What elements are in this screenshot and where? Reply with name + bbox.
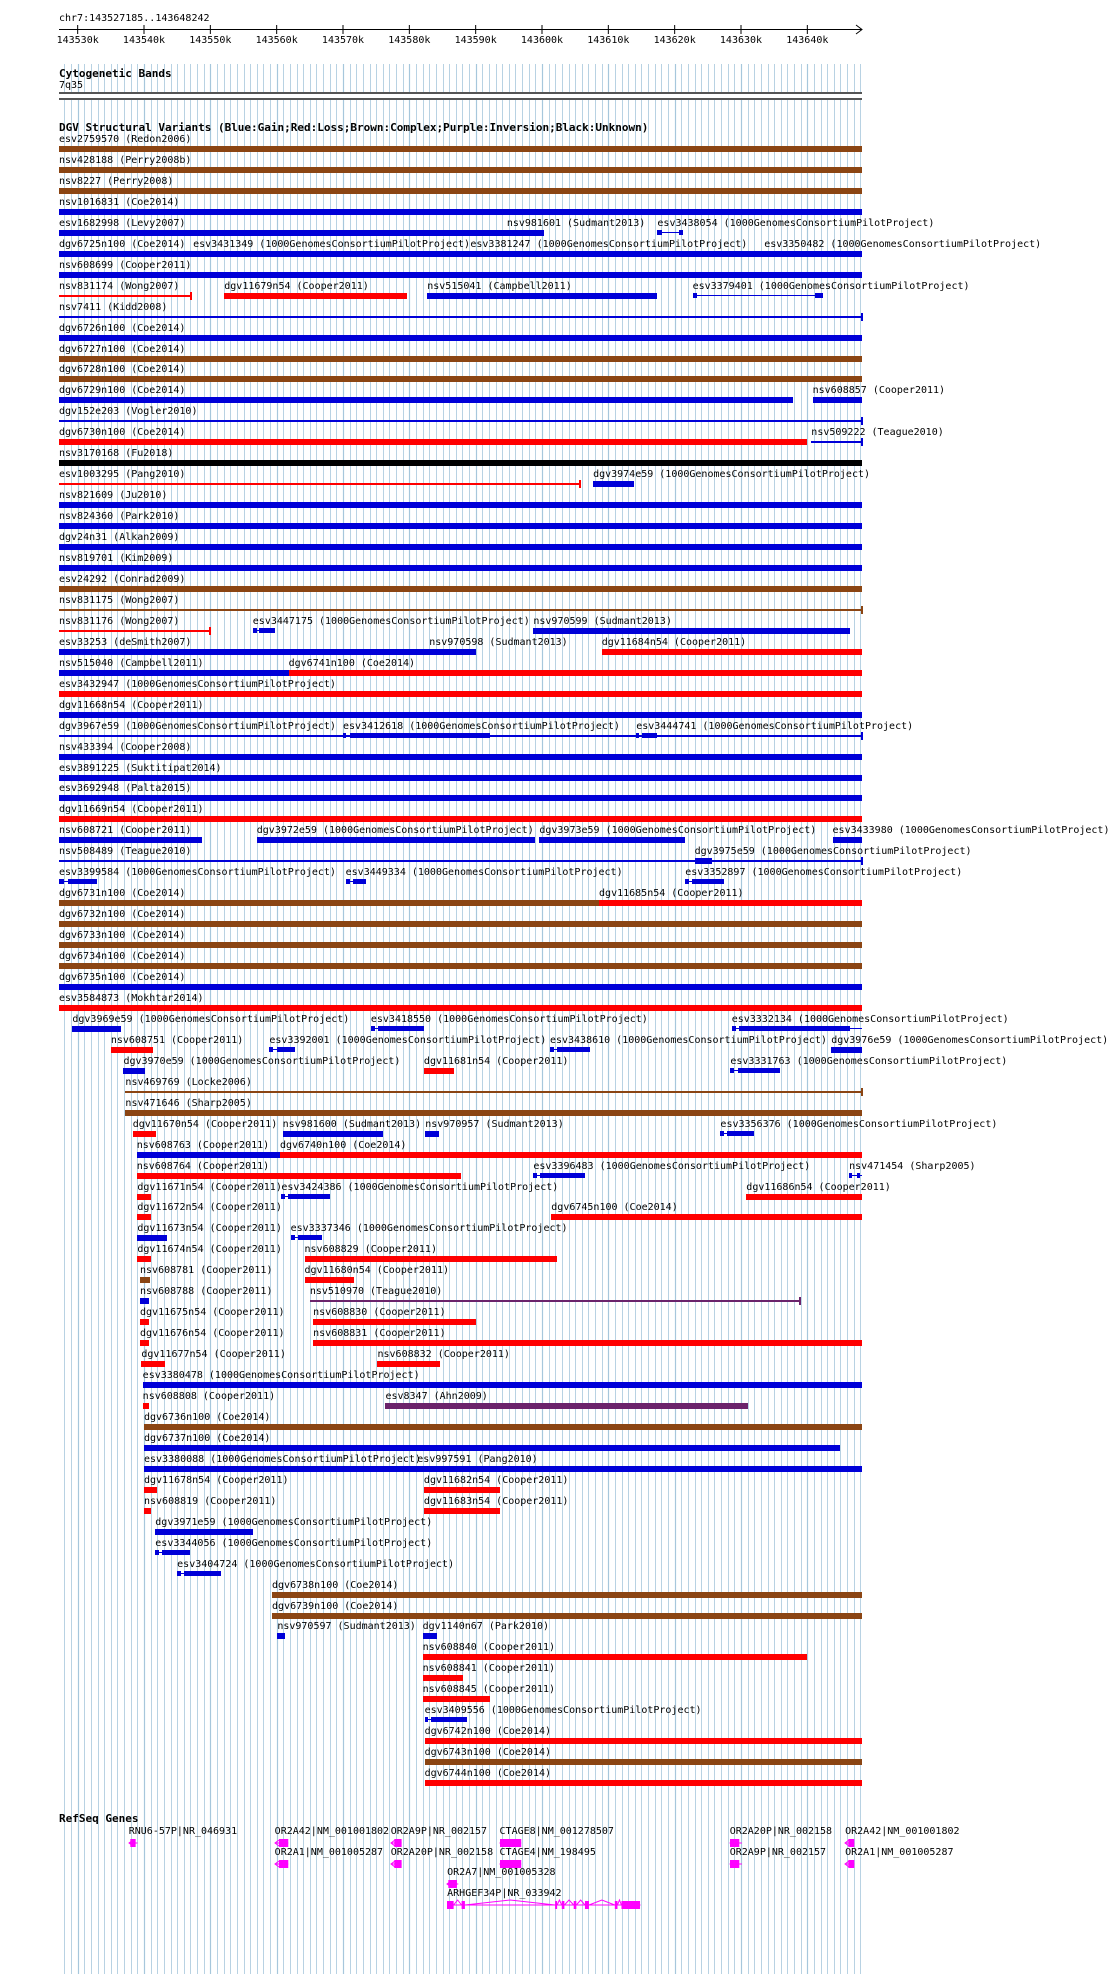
variant-label: dgv11682n54 (Cooper2011) <box>423 1474 569 1486</box>
variant-label: nsv831174 (Wong2007) <box>59 280 180 292</box>
variant-label: nsv981600 (Sudmant2013) <box>282 1118 422 1130</box>
variant-label: dgv6733n100 (Coe2014) <box>59 930 186 942</box>
variant-label: esv3332134 (1000GenomesConsortiumPilotProject) <box>731 1013 1009 1025</box>
variant-label: nsv831175 (Wong2007) <box>59 594 180 606</box>
variant-label: esv3392001 (1000GenomesConsortiumPilotProject) <box>269 1034 547 1046</box>
variant-label: nsv821609 (Ju2010) <box>59 490 168 502</box>
variant-label: esv3438610 (1000GenomesConsortiumPilotProject) <box>549 1034 827 1046</box>
gene-exon <box>574 1901 577 1909</box>
ruler-tick-label: 143580k <box>388 35 431 46</box>
gene-exon <box>848 1860 854 1868</box>
ruler-tick-label: 143550k <box>189 35 232 46</box>
variant-label: dgv6744n100 (Coe2014) <box>424 1768 552 1780</box>
variant-label: nsv608763 (Cooper2011) <box>136 1139 270 1151</box>
gene-label: OR2A9P|NR_002157 <box>390 1826 488 1837</box>
variant-label: esv3891225 (Suktitipat2014) <box>59 762 222 774</box>
variant-label: esv3433980 (1000GenomesConsortiumPilotProject) <box>832 825 1109 837</box>
gene-label: OR2A20P|NR_002158 <box>729 1826 833 1837</box>
gene-intron-chevron <box>576 1900 585 1905</box>
variant-label: esv3449334 (1000GenomesConsortiumPilotProject) <box>345 867 623 879</box>
gene-label: CTAGE8|NM_001278507 <box>499 1826 614 1837</box>
variant-label: dgv1140n67 (Park2010) <box>422 1621 550 1633</box>
variant-label: esv2759570 (Redon2006) <box>59 134 192 145</box>
ruler-tick-label: 143540k <box>122 35 166 46</box>
variant-label: nsv471646 (Sharp2005) <box>125 1097 252 1109</box>
variant-label: nsv608721 (Cooper2011) <box>59 825 192 837</box>
variant-label: dgv11683n54 (Cooper2011) <box>423 1495 569 1507</box>
variant-label: dgv11686n54 (Cooper2011) <box>746 1181 891 1193</box>
variant-label: nsv608831 (Cooper2011) <box>313 1328 446 1340</box>
variant-label: esv3431349 (1000GenomesConsortiumPilotProject) <box>193 238 471 250</box>
variant-label: dgv6735n100 (Coe2014) <box>59 972 186 983</box>
variant-label: dgv3971e59 (1000GenomesConsortiumPilotProject) <box>155 1516 433 1528</box>
variant-label: esv3444741 (1000GenomesConsortiumPilotProject) <box>636 720 914 732</box>
variant-label: esv3424386 (1000GenomesConsortiumPilotProject) <box>281 1181 559 1193</box>
gene-exon <box>615 1901 618 1909</box>
gene-model[interactable] <box>273 1858 290 1870</box>
gene-exon <box>622 1901 641 1909</box>
ruler-tick-label: 143530k <box>56 35 99 46</box>
variant-label: nsv970599 (Sudmant2013) <box>533 615 672 627</box>
variant-label: nsv515040 (Campbell2011) <box>59 657 204 669</box>
variant-label: dgv11675n54 (Cooper2011) <box>140 1307 285 1319</box>
variant-label: nsv608764 (Cooper2011) <box>136 1160 270 1172</box>
variant-label: dgv6739n100 (Coe2014) <box>272 1600 399 1612</box>
ruler-tick-label: 143640k <box>786 35 829 46</box>
variant-label: esv3381247 (1000GenomesConsortiumPilotProject) <box>470 238 748 250</box>
variant-label: dgv6734n100 (Coe2014) <box>59 951 186 963</box>
variant-label: esv3692948 (Palta2015) <box>59 783 192 795</box>
ruler-tick-label: 143590k <box>454 35 497 46</box>
variant-label: esv3350482 (1000GenomesConsortiumPilotProject) <box>764 238 1042 250</box>
gene-intron-chevron <box>557 1900 562 1905</box>
variant-label: nsv608808 (Cooper2011) <box>142 1391 276 1402</box>
gene-label: OR2A20P|NR_002158 <box>390 1846 494 1858</box>
variant-label: dgv6729n100 (Coe2014) <box>59 385 186 397</box>
variant-label: esv3432947 (1000GenomesConsortiumPilotProject) <box>59 678 336 690</box>
variant-label: dgv3976e59 (1000GenomesConsortiumPilotProject) <box>831 1034 1109 1046</box>
gene-exon <box>585 1901 589 1909</box>
variant-label: dgv11669n54 (Cooper2011) <box>59 804 204 816</box>
variant-label: esv33253 (deSmith2007) <box>59 636 192 648</box>
variant-label: esv3412618 (1000GenomesConsortiumPilotProject) <box>343 720 620 732</box>
ruler-tick-label: 143630k <box>719 35 763 46</box>
gene-label: OR2A1|NM_001005287 <box>845 1846 954 1858</box>
variant-label: nsv608845 (Cooper2011) <box>422 1684 556 1696</box>
variant-label: dgv11671n54 (Cooper2011) <box>137 1181 282 1193</box>
variant-label: nsv970957 (Sudmant2013) <box>425 1118 564 1130</box>
variant-label: dgv11673n54 (Cooper2011) <box>137 1223 282 1235</box>
variant-label: nsv508489 (Teague2010) <box>59 846 192 858</box>
gene-model[interactable] <box>445 1899 642 1911</box>
variant-label: dgv3970e59 (1000GenomesConsortiumPilotProject) <box>123 1055 401 1067</box>
gene-label: OR2A7|NM_001005328 <box>447 1867 556 1878</box>
variant-label: dgv6738n100 (Coe2014) <box>272 1579 399 1591</box>
variant-label: dgv6730n100 (Coe2014) <box>59 427 186 439</box>
variant-label: nsv824360 (Park2010) <box>59 511 180 523</box>
gene-intron-chevron <box>454 1900 462 1905</box>
variant-label: esv3396483 (1000GenomesConsortiumPilotProject) <box>533 1160 811 1172</box>
variant-label: dgv11677n54 (Cooper2011) <box>141 1349 286 1361</box>
variant-label: esv1003295 (Pang2010) <box>59 469 186 481</box>
variant-label: nsv981601 (Sudmant2013) <box>506 217 646 229</box>
cytoband-track-title: Cytogenetic Bands <box>59 67 172 80</box>
variant-label: nsv8227 (Perry2008) <box>59 175 174 187</box>
variant-label: dgv3972e59 (1000GenomesConsortiumPilotProject) <box>256 825 534 837</box>
gene-intron-chevron <box>465 1900 555 1905</box>
gene-label: OR2A42|NM_001001802 <box>845 1826 960 1837</box>
ruler-tick-label: 143610k <box>587 35 630 46</box>
refseq-track-title: RefSeq Genes <box>59 1812 139 1825</box>
gene-model[interactable] <box>728 1858 744 1870</box>
variant-label: nsv469769 (Locke2006) <box>125 1076 252 1088</box>
variant-label: nsv970597 (Sudmant2013) <box>277 1621 416 1633</box>
variant-label: esv24292 (Conrad2009) <box>59 573 186 585</box>
gene-exon <box>447 1901 454 1909</box>
variant-label: dgv11668n54 (Cooper2011) <box>59 699 204 711</box>
variant-label: dgv3967e59 (1000GenomesConsortiumPilotProject) <box>59 720 336 732</box>
variant-label: esv3331763 (1000GenomesConsortiumPilotProject) <box>730 1055 1008 1067</box>
variant-label: dgv6728n100 (Coe2014) <box>59 364 186 376</box>
variant-label: esv3404724 (1000GenomesConsortiumPilotProject) <box>177 1558 455 1570</box>
variant-label: nsv608829 (Cooper2011) <box>304 1244 437 1256</box>
variant-label: dgv6725n100 (Coe2014) <box>59 238 186 250</box>
gene-label: OR2A9P|NR_002157 <box>729 1846 827 1858</box>
variant-label: nsv608788 (Cooper2011) <box>140 1286 273 1298</box>
variant-label: nsv510970 (Teague2010) <box>309 1286 443 1298</box>
variant-label: dgv24n31 (Alkan2009) <box>59 532 180 544</box>
variant-label: nsv608832 (Cooper2011) <box>377 1349 510 1361</box>
variant-label: nsv7411 (Kidd2008) <box>59 301 168 313</box>
variant-label: dgv6736n100 (Coe2014) <box>144 1411 271 1423</box>
variant-label: nsv831176 (Wong2007) <box>59 615 180 627</box>
variant-label: nsv970598 (Sudmant2013) <box>429 636 568 648</box>
variant-label: dgv6726n100 (Coe2014) <box>59 322 186 334</box>
variant-label: dgv6731n100 (Coe2014) <box>59 888 186 900</box>
variant-label: esv8347 (Ahn2009) <box>385 1391 488 1402</box>
variant-label: dgv11685n54 (Cooper2011) <box>599 888 744 900</box>
variant-label: nsv608819 (Cooper2011) <box>144 1495 277 1507</box>
variant-label: nsv1016831 (Coe2014) <box>59 196 180 208</box>
variant-label: dgv11672n54 (Cooper2011) <box>137 1202 282 1214</box>
variant-label: dgv6727n100 (Coe2014) <box>59 343 186 355</box>
gene-label: ARHGEF34P|NR_033942 <box>447 1887 562 1899</box>
variant-label: nsv509222 (Teague2010) <box>811 427 944 439</box>
variant-label: esv3418550 (1000GenomesConsortiumPilotProject) <box>370 1013 648 1025</box>
variant-label: nsv471454 (Sharp2005) <box>849 1160 976 1172</box>
gene-model[interactable] <box>843 1858 856 1870</box>
gene-label: OR2A1|NM_001005287 <box>274 1846 384 1858</box>
variant-label: dgv3969e59 (1000GenomesConsortiumPilotProject) <box>72 1013 350 1025</box>
gene-label: OR2A42|NM_001001802 <box>274 1826 390 1837</box>
gene-exon <box>562 1901 565 1909</box>
gene-exon <box>730 1860 739 1868</box>
variant-label: esv3352897 (1000GenomesConsortiumPilotProject) <box>685 867 963 879</box>
gene-intron-chevron <box>565 1900 574 1905</box>
variant-label: nsv608841 (Cooper2011) <box>422 1663 556 1675</box>
variant-label: nsv428188 (Perry2008b) <box>59 154 192 166</box>
variant-label: dgv6741n100 (Coe2014) <box>288 657 416 669</box>
gene-exon <box>462 1901 465 1909</box>
variant-label: esv3380088 (1000GenomesConsortiumPilotProject) <box>144 1453 421 1465</box>
variant-label: dgv11676n54 (Cooper2011) <box>140 1328 285 1340</box>
ruler-tick-label: 143560k <box>255 35 298 46</box>
variant-label: esv3447175 (1000GenomesConsortiumPilotProject) <box>252 615 530 627</box>
variant-label: nsv515041 (Campbell2011) <box>427 280 572 292</box>
dgv-track-title: DGV Structural Variants (Blue:Gain;Red:Loss;Brown:Complex;Purple:Inversion;Black:Unknown) <box>59 121 649 134</box>
variant-label: dgv6740n100 (Coe2014) <box>279 1139 407 1151</box>
gene-label: RNU6-57P|NR_046931 <box>128 1826 238 1837</box>
variant-label: dgv11674n54 (Cooper2011) <box>137 1244 282 1256</box>
gene-exon <box>394 1860 401 1868</box>
variant-label: dgv6737n100 (Coe2014) <box>144 1432 271 1444</box>
gene-label: CTAGE4|NM_198495 <box>499 1846 596 1858</box>
variant-label: nsv608857 (Cooper2011) <box>812 385 946 397</box>
variant-label: nsv433394 (Cooper2008) <box>59 741 192 753</box>
variant-label: nsv608699 (Cooper2011) <box>59 259 192 271</box>
variant-label: esv3399584 (1000GenomesConsortiumPilotProject) <box>59 867 336 879</box>
ruler-tick-label: 143600k <box>520 35 564 46</box>
gene-model[interactable] <box>389 1858 404 1870</box>
variant-label: dgv152e203 (Vogler2010) <box>59 406 198 418</box>
variant-label: dgv11684n54 (Cooper2011) <box>601 636 747 648</box>
variant-label: dgv11670n54 (Cooper2011) <box>132 1118 278 1130</box>
variant-label: dgv11679n54 (Cooper2011) <box>224 280 369 292</box>
variant-label: esv997591 (Pang2010) <box>417 1453 538 1465</box>
variant-label: dgv11678n54 (Cooper2011) <box>144 1474 289 1486</box>
variant-label: dgv6732n100 (Coe2014) <box>59 909 186 921</box>
variant-label: esv3409556 (1000GenomesConsortiumPilotProject) <box>424 1705 702 1717</box>
variant-label: esv3337346 (1000GenomesConsortiumPilotProject) <box>290 1223 568 1235</box>
variant-label: nsv3170168 (Fu2018) <box>59 448 174 460</box>
variant-label: dgv3974e59 (1000GenomesConsortiumPilotProject) <box>593 469 871 481</box>
variant-label: dgv3973e59 (1000GenomesConsortiumPilotProject) <box>539 825 817 837</box>
gene-intron-chevron <box>589 1900 615 1905</box>
variant-label: dgv3975e59 (1000GenomesConsortiumPilotProject) <box>694 846 972 858</box>
variant-label: esv3438054 (1000GenomesConsortiumPilotProject) <box>657 217 935 229</box>
coordinate-label: chr7:143527185..143648242 <box>59 13 210 24</box>
variant-label: dgv6743n100 (Coe2014) <box>424 1747 552 1759</box>
variant-label: dgv6745n100 (Coe2014) <box>551 1202 678 1214</box>
gene-exon <box>279 1860 288 1868</box>
variant-label: esv3356376 (1000GenomesConsortiumPilotProject) <box>720 1118 998 1130</box>
variant-label: nsv819701 (Kim2009) <box>59 553 174 564</box>
ruler-tick-label: 143620k <box>653 35 696 46</box>
variant-label: esv1682998 (Levy2007) <box>59 217 186 229</box>
variant-label: esv3380478 (1000GenomesConsortiumPilotProject) <box>142 1370 420 1382</box>
ruler-tick-label: 143570k <box>321 35 365 46</box>
variant-label: dgv11680n54 (Cooper2011) <box>304 1265 450 1277</box>
variant-label: nsv608781 (Cooper2011) <box>140 1265 273 1277</box>
variant-label: nsv608830 (Cooper2011) <box>313 1307 446 1319</box>
variant-label: nsv608751 (Cooper2011) <box>110 1034 244 1046</box>
cytoband-label: 7q35 <box>59 80 84 91</box>
variant-label: esv3344056 (1000GenomesConsortiumPilotProject) <box>155 1537 433 1549</box>
variant-label: esv3379401 (1000GenomesConsortiumPilotProject) <box>692 280 970 292</box>
variant-label: esv3584873 (Mokhtar2014) <box>59 992 204 1004</box>
variant-label: dgv11681n54 (Cooper2011) <box>423 1055 569 1067</box>
gene-exon <box>555 1901 557 1909</box>
variant-label: dgv6742n100 (Coe2014) <box>424 1726 552 1738</box>
variant-label: nsv608840 (Cooper2011) <box>422 1642 556 1654</box>
gene-model[interactable] <box>127 1837 140 1849</box>
gene-intron-chevron <box>618 1900 622 1905</box>
